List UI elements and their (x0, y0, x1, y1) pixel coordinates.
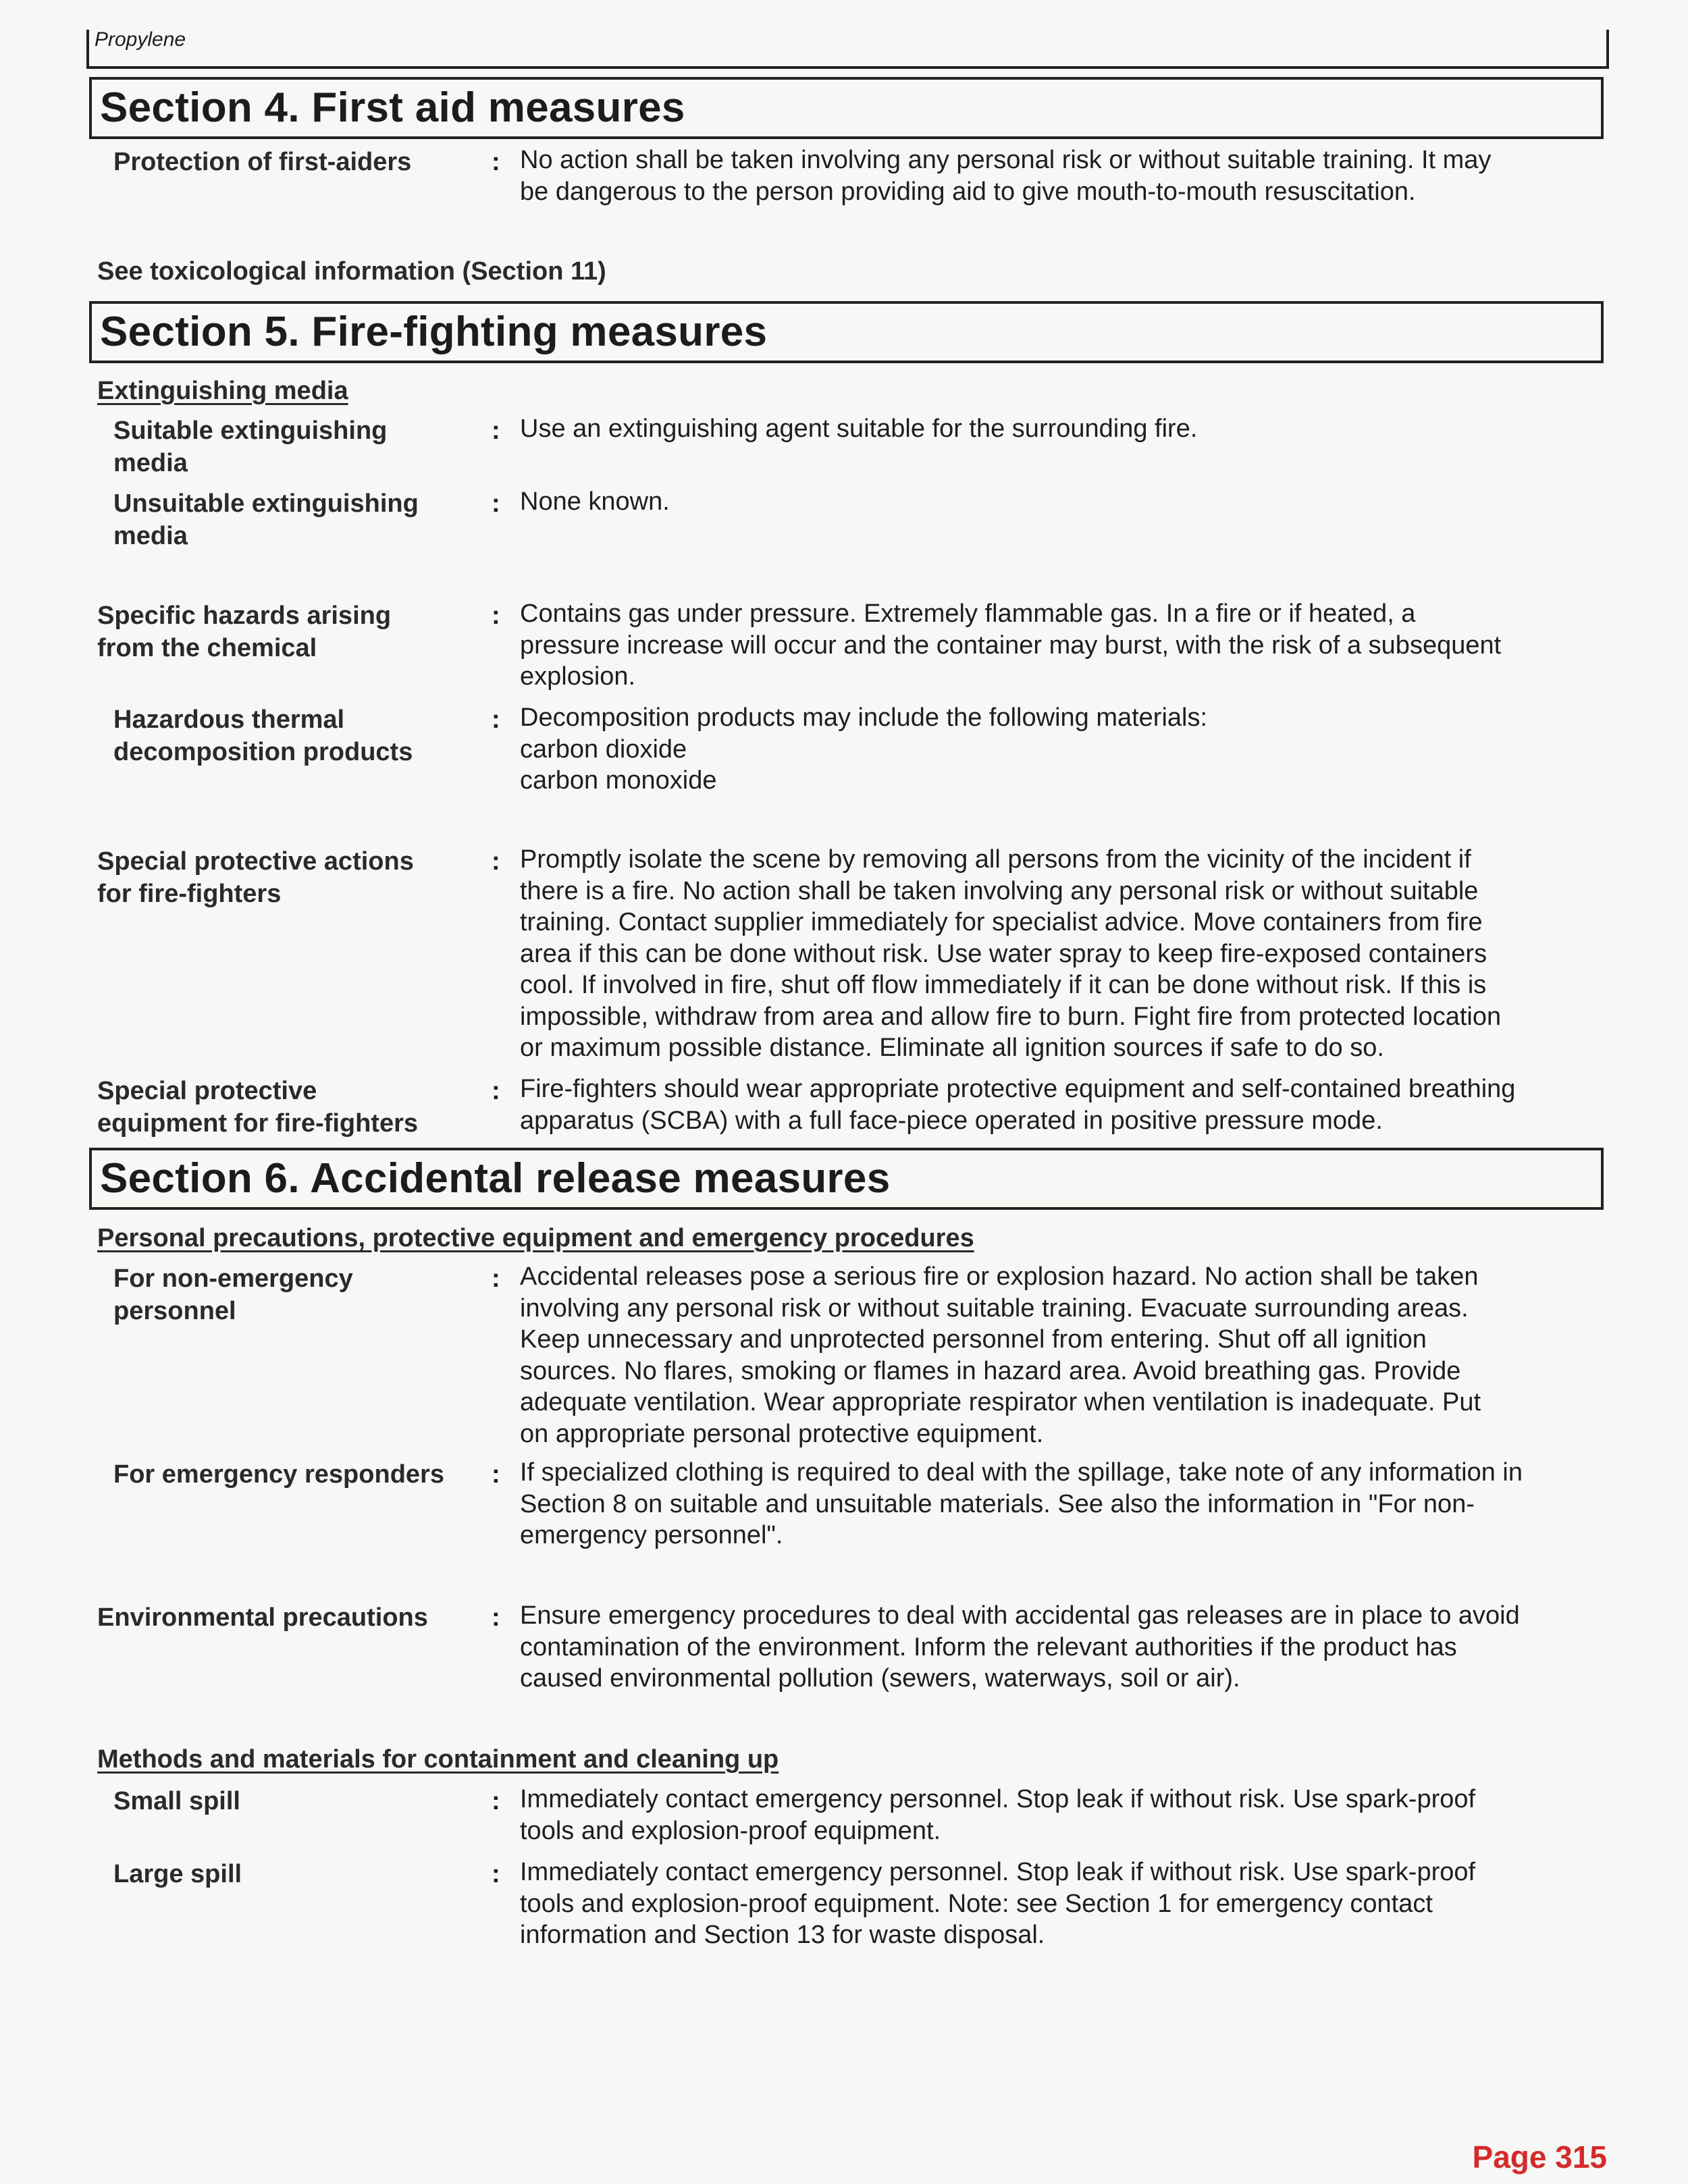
section-6-heading: Section 6. Accidental release measures (89, 1148, 1604, 1210)
special-protective-equipment-value: Fire-fighters should wear appropriate protective equipment and self-contained breathing apparatus (SCBA) with a full face-piece operated in positive pressure mode. (520, 1075, 1516, 1135)
personal-precautions-heading: Personal precautions, protective equipment and emergency procedures (97, 1224, 974, 1252)
see-toxicological-note: See toxicological information (Section 11) (97, 257, 606, 286)
environmental-precautions-label: Environmental precautions (97, 1603, 428, 1632)
header-rule (86, 66, 1609, 69)
emergency-responders-label: For emergency responders (113, 1460, 444, 1489)
non-emergency-personnel-value: Accidental releases pose a serious fire or explosion hazard. No action shall be taken involving any personal risk or without suitable training. Evacuate surrounding areas. Keep unnecessary and unprotected personnel from entering. Shut off all ignition sources. No flares, smoking or flames in hazard area. Avoid breathing gas. Provide adequate ventilation. Wear appropriate respirator when ventilation is inadequate. Put on appropriate personal protective equipment. (520, 1262, 1481, 1448)
unsuitable-extinguishing-value: None known. (520, 487, 670, 516)
methods-materials-heading: Methods and materials for containment and cleaning up (97, 1745, 779, 1774)
protection-first-aiders-value: No action shall be taken involving any personal risk or without suitable training. It may be dangerous to the person providing aid to give mouth-to-mouth resuscitation. (520, 146, 1492, 206)
hazardous-thermal-label: Hazardous thermal decomposition products (113, 705, 413, 766)
extinguishing-media-heading: Extinguishing media (97, 377, 348, 405)
unsuitable-extinguishing-label: Unsuitable extinguishing media (113, 489, 419, 550)
colon: : (492, 1603, 500, 1632)
hazardous-thermal-value: Decomposition products may include the following materials: carbon dioxide carbon monoxide (520, 703, 1208, 795)
colon: : (492, 602, 500, 630)
special-protective-actions-label: Special protective actions for fire-fighters (97, 847, 414, 908)
suitable-extinguishing-label: Suitable extinguishing media (113, 417, 388, 477)
non-emergency-personnel-label: For non-emergency personnel (113, 1264, 353, 1325)
colon: : (492, 1860, 500, 1888)
page-number: Page 315 (1472, 2139, 1607, 2175)
emergency-responders-value: If specialized clothing is required to deal with the spillage, take note of any information in Section 8 on suitable and unsuitable materials. See also the information in "For non- emergency personnel". (520, 1458, 1523, 1549)
large-spill-value: Immediately contact emergency personnel. Stop leak if without risk. Use spark-proof tools and explosion-proof equipment. Note: see Section 1 for emergency contact information and Section 13 for waste disposal. (520, 1858, 1476, 1949)
specific-hazards-value: Contains gas under pressure. Extremely flammable gas. In a fire or if heated, a pressure increase will occur and the container may burst, with the risk of a subsequent explosion. (520, 600, 1502, 691)
header-right-rule (1606, 30, 1609, 69)
protection-first-aiders-label: Protection of first-aiders (113, 148, 412, 176)
colon: : (492, 489, 500, 518)
colon: : (492, 1264, 500, 1293)
product-name: Propylene (95, 28, 186, 51)
suitable-extinguishing-value: Use an extinguishing agent suitable for the surrounding fire. (520, 415, 1198, 443)
special-protective-actions-value: Promptly isolate the scene by removing all persons from the vicinity of the incident if there is a fire. No action shall be taken involving any personal risk or without suitable training. Contact supplier immediately for specialist advice. Move containers from fire area if this can be done without risk. Use water spray to keep fire-exposed containers cool. If involved in fire, shut off flow immediately if it can be done without risk. If this is impossible, withdraw from area and allow fire to burn. Fight fire from protected location or maximum possible distance. Eliminate all ignition sources if safe to do so. (520, 845, 1502, 1062)
special-protective-equipment-label: Special protective equipment for fire-fighters (97, 1077, 419, 1138)
colon: : (492, 705, 500, 734)
colon: : (492, 1787, 500, 1815)
colon: : (492, 1077, 500, 1105)
section-4-heading: Section 4. First aid measures (89, 77, 1604, 139)
small-spill-label: Small spill (113, 1787, 240, 1815)
colon: : (492, 148, 500, 176)
small-spill-value: Immediately contact emergency personnel. Stop leak if without risk. Use spark-proof tools and explosion-proof equipment. (520, 1785, 1476, 1845)
specific-hazards-label: Specific hazards arising from the chemical (97, 602, 392, 662)
colon: : (492, 1460, 500, 1489)
section-5-heading: Section 5. Fire-fighting measures (89, 301, 1604, 363)
header-left-rule (86, 30, 89, 69)
colon: : (492, 847, 500, 876)
environmental-precautions-value: Ensure emergency procedures to deal with accidental gas releases are in place to avoid contamination of the environment. Inform the relevant authorities if the product has caused environmental pollution (sewers, waterways, soil or air). (520, 1601, 1520, 1693)
colon: : (492, 417, 500, 445)
large-spill-label: Large spill (113, 1860, 242, 1888)
